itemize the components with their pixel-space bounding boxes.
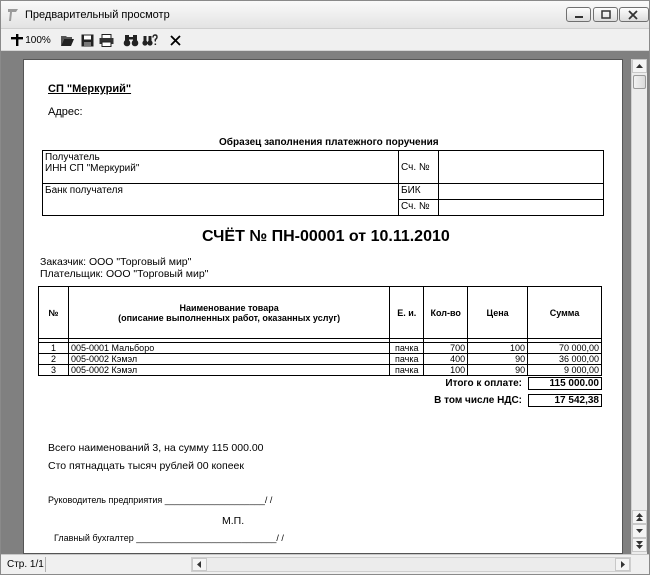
account-value — [439, 151, 604, 184]
minimize-icon — [573, 10, 585, 20]
save-icon — [81, 34, 94, 47]
minimize-button[interactable] — [566, 7, 591, 22]
total-value: 115 000.00 — [528, 377, 602, 390]
title-bar[interactable] — [1, 1, 649, 29]
col-name-title: Наименование товара — [179, 302, 279, 313]
page-up-icon — [633, 511, 646, 523]
account-label-2: Сч. № — [399, 200, 439, 216]
close-preview-button[interactable] — [167, 32, 183, 48]
scroll-up-icon — [633, 60, 646, 72]
maximize-button[interactable] — [593, 7, 618, 22]
col-qty: Кол-во — [424, 287, 468, 339]
bik-label: БИК — [399, 184, 439, 200]
col-name — [68, 287, 389, 339]
document-page — [23, 59, 623, 554]
col-name-subtitle: (описание выполненных работ, оказанных услуг) — [118, 312, 341, 323]
recipient-cell — [43, 151, 399, 184]
col-price: Цена — [468, 287, 528, 339]
app-icon — [7, 8, 19, 22]
page-down-icon — [633, 539, 646, 551]
address-label: Адрес: — [48, 106, 83, 118]
col-sum: Сумма — [528, 287, 602, 339]
vat-label: В том числе НДС: — [434, 395, 522, 406]
binoculars-icon — [123, 34, 139, 47]
open-button[interactable] — [59, 32, 75, 48]
status-separator — [45, 557, 46, 572]
account-value-2 — [439, 200, 604, 216]
zoom-button[interactable] — [9, 32, 53, 48]
page-indicator: Стр. 1/1 — [7, 559, 44, 570]
find-button[interactable] — [123, 32, 139, 48]
page-up-button[interactable] — [632, 510, 647, 524]
status-bar — [1, 554, 649, 574]
recipient-label: Получатель — [45, 152, 100, 163]
amount-in-words: Сто пятнадцать тысяч рублей 00 копеек — [48, 460, 244, 472]
customer-line: Заказчик: ООО "Торговый мир" — [40, 256, 192, 268]
col-unit: Е. и. — [390, 287, 424, 339]
print-button[interactable] — [98, 32, 114, 48]
scroll-right-button[interactable] — [615, 558, 630, 571]
save-button[interactable] — [79, 32, 95, 48]
col-num: № — [39, 287, 69, 339]
inn-line: ИНН СП "Меркурий" — [45, 163, 140, 174]
close-window-button[interactable] — [619, 7, 649, 22]
table-row: 2 005-0002 Кэмэл пачка 400 90 36 000,00 — [39, 354, 602, 365]
open-folder-icon — [60, 34, 75, 47]
scroll-left-button[interactable] — [192, 558, 207, 571]
goods-table — [38, 286, 602, 376]
bik-value — [439, 184, 604, 200]
account-label: Сч. № — [399, 151, 439, 184]
director-signature: Руководитель предприятия ____________________/ / — [48, 495, 273, 505]
payer-line: Плательщик: ООО "Торговый мир" — [40, 268, 209, 280]
invoice-title: СЧЁТ № ПН-00001 от 10.11.2010 — [202, 228, 450, 245]
scroll-left-icon — [193, 559, 206, 570]
find-next-button[interactable] — [142, 32, 158, 48]
scroll-up-button[interactable] — [632, 59, 647, 73]
page-down-button[interactable] — [632, 538, 647, 552]
vertical-scrollbar[interactable] — [631, 59, 647, 554]
summary-line: Всего наименований 3, на сумму 115 000.00 — [48, 442, 264, 454]
window-title: Предварительный просмотр — [25, 9, 170, 21]
scroll-thumb[interactable] — [633, 75, 646, 89]
close-icon — [626, 10, 640, 20]
bank-label: Банк получателя — [43, 184, 399, 216]
find-next-icon — [142, 34, 158, 47]
close-preview-icon — [170, 35, 181, 46]
total-label: Итого к оплате: — [445, 378, 522, 389]
horizontal-scrollbar[interactable] — [191, 557, 631, 572]
table-row: 1 005-0001 Мальборо пачка 700 100 70 000,00 — [39, 343, 602, 354]
zoom-icon — [11, 33, 23, 47]
maximize-icon — [600, 10, 612, 20]
preview-area[interactable] — [1, 51, 649, 554]
zoom-label: 100% — [25, 34, 51, 46]
scroll-right-icon — [616, 559, 629, 570]
vat-value: 17 542,38 — [528, 394, 602, 407]
table-row: 3 005-0002 Кэмэл пачка 100 90 9 000,00 — [39, 365, 602, 376]
print-icon — [99, 34, 114, 47]
scroll-down-icon — [633, 525, 646, 537]
stamp-label: М.П. — [222, 515, 245, 527]
company-name: СП "Меркурий" — [48, 83, 132, 95]
toolbar — [1, 29, 649, 51]
accountant-signature: Главный бухгалтер ____________________________/ / — [54, 533, 284, 543]
bank-details-table — [42, 150, 604, 216]
sample-title: Образец заполнения платежного поручения — [219, 137, 439, 148]
scroll-down-button[interactable] — [632, 524, 647, 538]
